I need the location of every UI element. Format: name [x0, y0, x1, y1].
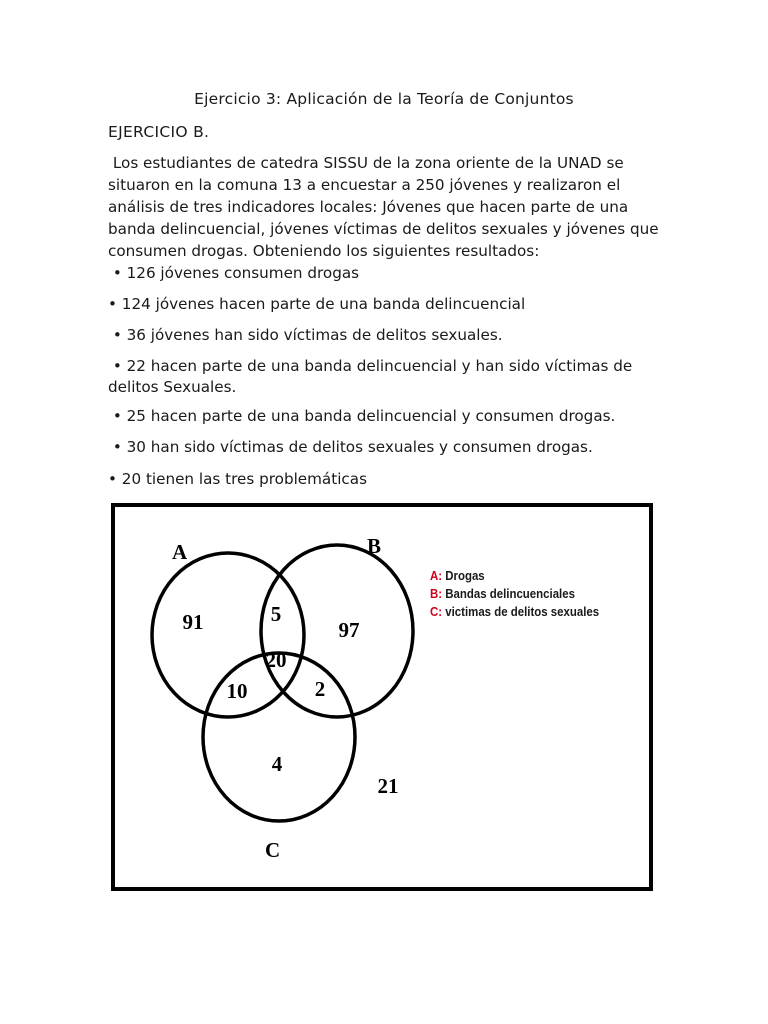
region-a-c: 10: [226, 679, 248, 703]
bullet-item: • 124 jóvenes hacen parte de una banda delincuencial: [108, 295, 526, 313]
intro-paragraph: Los estudiantes de catedra SISSU de la zona oriente de la UNAD se situaron en la comuna 13 a encuestar a 250 jóvenes y realizaron el análisis de tres indicadores locales: Jóvenes que hacen parte de una banda delincuencial, jóvenes víctimas de delitos sexuales y jóvenes que consumen drogas. Obteniendo los siguientes resultados:: [108, 154, 659, 260]
set-label-a: A: [172, 540, 188, 564]
venn-diagram-box: [111, 503, 653, 891]
set-label-b: B: [367, 534, 382, 558]
bullet-item: • 126 jóvenes consumen drogas: [108, 264, 360, 282]
exercise-subtitle: EJERCICIO B.: [108, 123, 210, 141]
region-only-a: 91: [182, 610, 204, 634]
set-label-c: C: [265, 838, 281, 862]
bullet-item: • 20 tienen las tres problemáticas: [108, 470, 367, 488]
venn-legend: [430, 567, 599, 621]
legend-item-b: B: Bandas delincuenciales: [430, 586, 575, 601]
venn-diagram: [115, 507, 649, 887]
bullet-item: • 25 hacen parte de una banda delincuencial y consumen drogas.: [108, 407, 616, 425]
bullet-item: • 36 jóvenes han sido víctimas de delitos sexuales.: [108, 326, 503, 344]
region-b-c: 2: [314, 677, 326, 701]
region-a-b: 5: [270, 602, 282, 626]
region-outside: 21: [377, 774, 399, 798]
legend-item-a: A: Drogas: [430, 568, 485, 583]
bullet-item: • 30 han sido víctimas de delitos sexuales y consumen drogas.: [108, 438, 593, 456]
legend-item-c: C: victimas de delitos sexuales: [430, 604, 600, 619]
document-title: Ejercicio 3: Aplicación de la Teoría de Conjuntos: [194, 90, 574, 108]
bullet-item: • 22 hacen parte de una banda delincuencial y han sido víctimas de delitos Sexuales.: [108, 357, 633, 396]
region-only-b: 97: [338, 618, 360, 642]
region-only-c: 4: [271, 752, 283, 776]
region-a-b-c: 20: [265, 648, 287, 672]
circle-b: [261, 545, 413, 717]
